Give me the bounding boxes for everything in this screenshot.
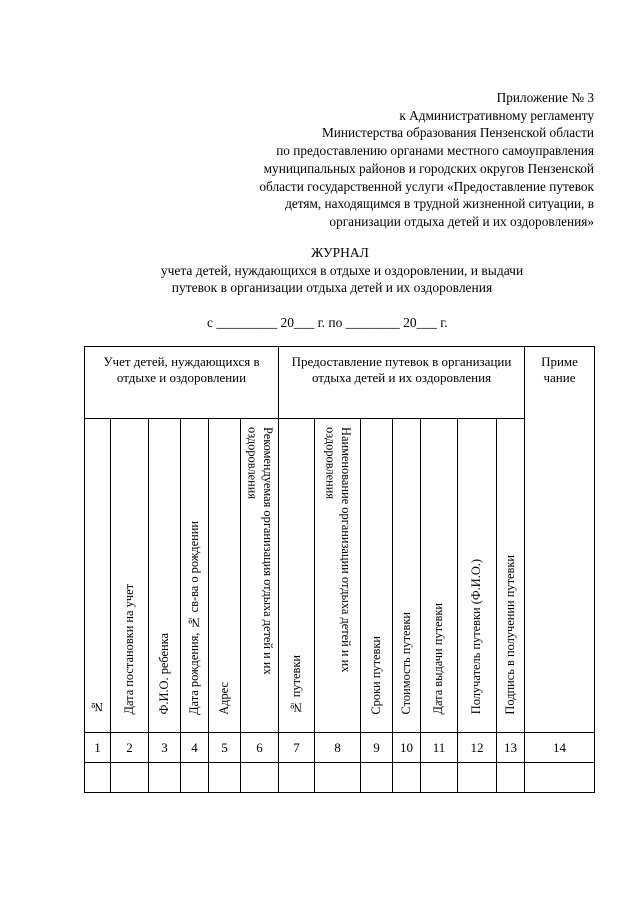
column-number-cell: 14	[525, 733, 595, 763]
column-header-recipient: Получатель путевки (Ф.И.О.)	[458, 419, 497, 733]
empty-cell	[458, 763, 497, 793]
column-header-voucher-number: № путевки	[279, 419, 315, 733]
column-number-cell: 3	[149, 733, 181, 763]
empty-cell	[181, 763, 209, 793]
header-line-4: по предоставлению органами местного самоуправления	[276, 143, 594, 159]
group-header-vouchers: Предоставление путевок в организации отдыха детей и их оздоровления	[279, 347, 525, 419]
header-line-2: к Административному регламенту	[399, 107, 594, 123]
header-line-5: муниципальных районов и городских округов Пензенской	[263, 160, 594, 176]
empty-cell	[111, 763, 149, 793]
column-number-cell: 7	[279, 733, 315, 763]
column-header-organization-name: Наименование организации отдыха детей и их оздоровления	[315, 419, 361, 733]
empty-cell	[525, 763, 595, 793]
group-header-accounting: Учет детей, нуждающихся в отдыхе и оздоровлении	[85, 347, 279, 419]
appendix-header	[134, 89, 594, 231]
column-header-child-name: Ф.И.О. ребенка	[149, 419, 181, 733]
empty-cell	[241, 763, 279, 793]
column-header-number: №	[85, 419, 111, 733]
column-number-cell: 6	[241, 733, 279, 763]
column-number-cell: 13	[497, 733, 525, 763]
empty-cell	[421, 763, 458, 793]
table-row	[85, 763, 595, 793]
column-header-voucher-cost: Стоимость путевки	[393, 419, 421, 733]
date-range-line: с _________ 20___ г. по ________ 20___ г.	[207, 315, 448, 330]
column-number-cell: 1	[85, 733, 111, 763]
column-number-cell: 4	[181, 733, 209, 763]
column-number-cell: 2	[111, 733, 149, 763]
column-number-cell: 8	[315, 733, 361, 763]
header-line-8: организации отдыха детей и их оздоровления»	[329, 213, 594, 229]
column-number-cell: 12	[458, 733, 497, 763]
header-line-6: области государственной услуги «Предоставление путевок	[259, 178, 594, 194]
empty-cell	[149, 763, 181, 793]
header-line-3: Министерства образования Пензенской области	[321, 125, 594, 141]
column-header-issue-date: Дата выдачи путевки	[421, 419, 458, 733]
empty-cell	[361, 763, 393, 793]
column-header-address: Адрес	[209, 419, 241, 733]
group-header-notes: Приме чание	[525, 347, 595, 733]
empty-cell	[279, 763, 315, 793]
column-header-registration-date: Дата постановки на учет	[111, 419, 149, 733]
journal-title-block	[0, 244, 640, 297]
column-number-cell: 10	[393, 733, 421, 763]
empty-cell	[209, 763, 241, 793]
column-header-birth-date: Дата рождения, № св-ва о рождении	[181, 419, 209, 733]
column-header-recommended-organization: Рекомендуемая организация отдыха детей и их оздоровления	[241, 419, 279, 733]
empty-cell	[393, 763, 421, 793]
empty-cell	[497, 763, 525, 793]
column-number-cell: 5	[209, 733, 241, 763]
journal-subtitle-line-2: путевок в организации отдыха детей и их оздоровления	[171, 280, 493, 296]
empty-cell	[85, 763, 111, 793]
column-header-voucher-period: Сроки путевки	[361, 419, 393, 733]
column-number-cell: 11	[421, 733, 458, 763]
journal-table	[84, 346, 595, 793]
journal-title: ЖУРНАЛ	[311, 245, 369, 260]
column-number-cell: 9	[361, 733, 393, 763]
column-header-signature: Подпись в получении путевки	[497, 419, 525, 733]
header-line-7: детям, находящимся в трудной жизненной ситуации, в	[285, 196, 594, 212]
journal-subtitle-line-1: учета детей, нуждающихся в отдыхе и оздоровлении, и выдачи	[160, 262, 524, 278]
header-line-1: Приложение № 3	[496, 90, 594, 105]
empty-cell	[315, 763, 361, 793]
